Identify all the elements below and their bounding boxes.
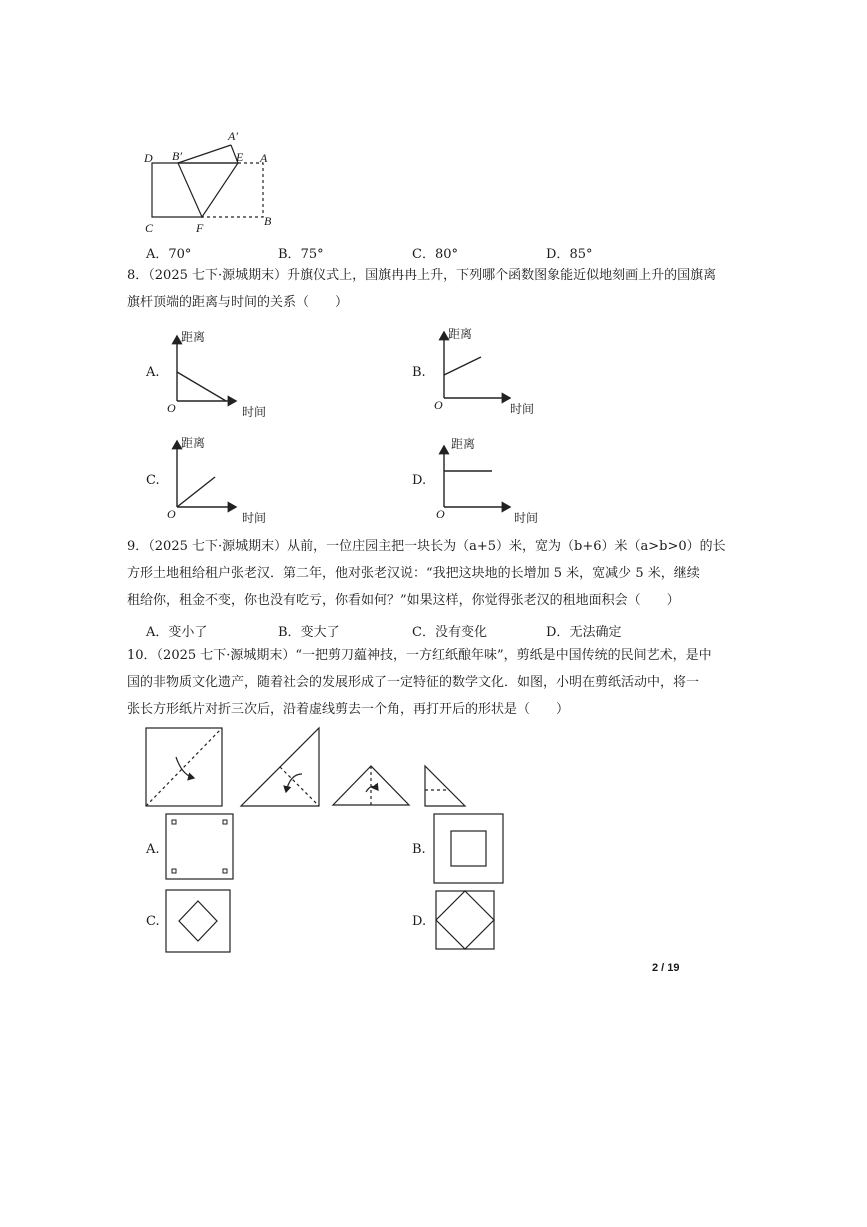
q8-graph-c-xlabel: 时间 bbox=[242, 511, 267, 525]
q7-label-a: A bbox=[260, 151, 268, 165]
q7-label-f: F bbox=[196, 221, 204, 235]
q7-label-b: B bbox=[264, 214, 272, 228]
q10-option-a-letter: A. bbox=[146, 842, 160, 857]
q7-label-b-prime: B′ bbox=[172, 149, 182, 163]
q10-option-d-letter: D. bbox=[412, 914, 427, 929]
q8-graph-b-letter: B. bbox=[412, 365, 426, 380]
q7-label-c: C bbox=[145, 221, 154, 235]
q9-stem-line2: 方形土地租给租户张老汉．第二年，他对张老汉说：“我把这块地的长增加 5 米，宽减少 5 米，继续 bbox=[127, 566, 700, 581]
q8-graph-c-origin: O bbox=[167, 507, 176, 521]
q10-option-c-letter: C. bbox=[146, 914, 160, 929]
q10-stem-line2: 国的非物质文化遗产，随着社会的发展形成了一定特征的数学文化．如图，小明在剪纸活动中，将一 bbox=[127, 675, 700, 690]
q10-option-c-shape bbox=[166, 890, 230, 952]
page-number: 2 / 19 bbox=[652, 962, 680, 974]
q8-graph-a-origin: O bbox=[167, 401, 176, 415]
q7-option-c: C．80° bbox=[412, 247, 458, 262]
q9-option-d: D．无法确定 bbox=[546, 625, 622, 640]
q9-option-b: B．变大了 bbox=[278, 625, 340, 640]
q9-stem-line1: 9．（2025 七下·源城期末）从前，一位庄园主把一块长为（a+5）米，宽为（b+6）米（a>b>0）的长 bbox=[127, 539, 726, 554]
q7-option-a: A．70° bbox=[146, 247, 192, 262]
q7-option-b: B．75° bbox=[278, 247, 324, 262]
q8-graph-a-ylabel: 距离 bbox=[181, 330, 206, 344]
q8-graph-b-origin: O bbox=[434, 398, 443, 412]
q7-label-d: D bbox=[144, 151, 153, 165]
q10-option-a-shape bbox=[166, 814, 233, 879]
q10-option-b-shape bbox=[434, 814, 503, 883]
q10-option-b-letter: B. bbox=[412, 842, 426, 857]
q10-option-d-shape bbox=[436, 891, 494, 949]
q8-graph-b-xlabel: 时间 bbox=[510, 402, 535, 416]
q8-graph-d-letter: D. bbox=[412, 473, 427, 488]
q8-graph-c-letter: C. bbox=[146, 473, 160, 488]
q9-option-c: C．没有变化 bbox=[412, 625, 487, 640]
q10-stem-line3: 张长方形纸片对折三次后，沿着虚线剪去一个角，再打开后的形状是（ ） bbox=[127, 702, 570, 717]
q8-graph-c-ylabel: 距离 bbox=[181, 436, 206, 450]
q8-graph-d-xlabel: 时间 bbox=[514, 511, 539, 525]
q7-label-a-prime: A′ bbox=[228, 129, 238, 143]
q7-option-d: D．85° bbox=[546, 247, 593, 262]
q8-graph-a-xlabel: 时间 bbox=[242, 405, 267, 419]
q9-option-a: A．变小了 bbox=[146, 625, 208, 640]
q8-graph-b-ylabel: 距离 bbox=[448, 327, 473, 341]
q9-stem-line3: 租给你，租金不变，你也没有吃亏，你看如何？”如果这样，你觉得张老汉的租地面积会（ ） bbox=[127, 593, 680, 608]
q7-label-e: E bbox=[236, 150, 244, 164]
q8-graph-a-letter: A. bbox=[146, 365, 160, 380]
q8-graph-d-ylabel: 距离 bbox=[451, 437, 476, 451]
q8-stem-line1: 8．（2025 七下·源城期末）升旗仪式上，国旗冉冉上升，下列哪个函数图象能近似地刻画上升的国旗离 bbox=[127, 268, 717, 283]
q8-graph-d-origin: O bbox=[436, 507, 445, 521]
q10-stem-line1: 10．（2025 七下·源城期末）“一把剪刀藴神技，一方红纸酿年味”，剪纸是中国传统的民间艺术，是中 bbox=[127, 648, 712, 663]
q8-stem-line2: 旗杆顶端的距离与时间的关系（ ） bbox=[127, 295, 349, 310]
